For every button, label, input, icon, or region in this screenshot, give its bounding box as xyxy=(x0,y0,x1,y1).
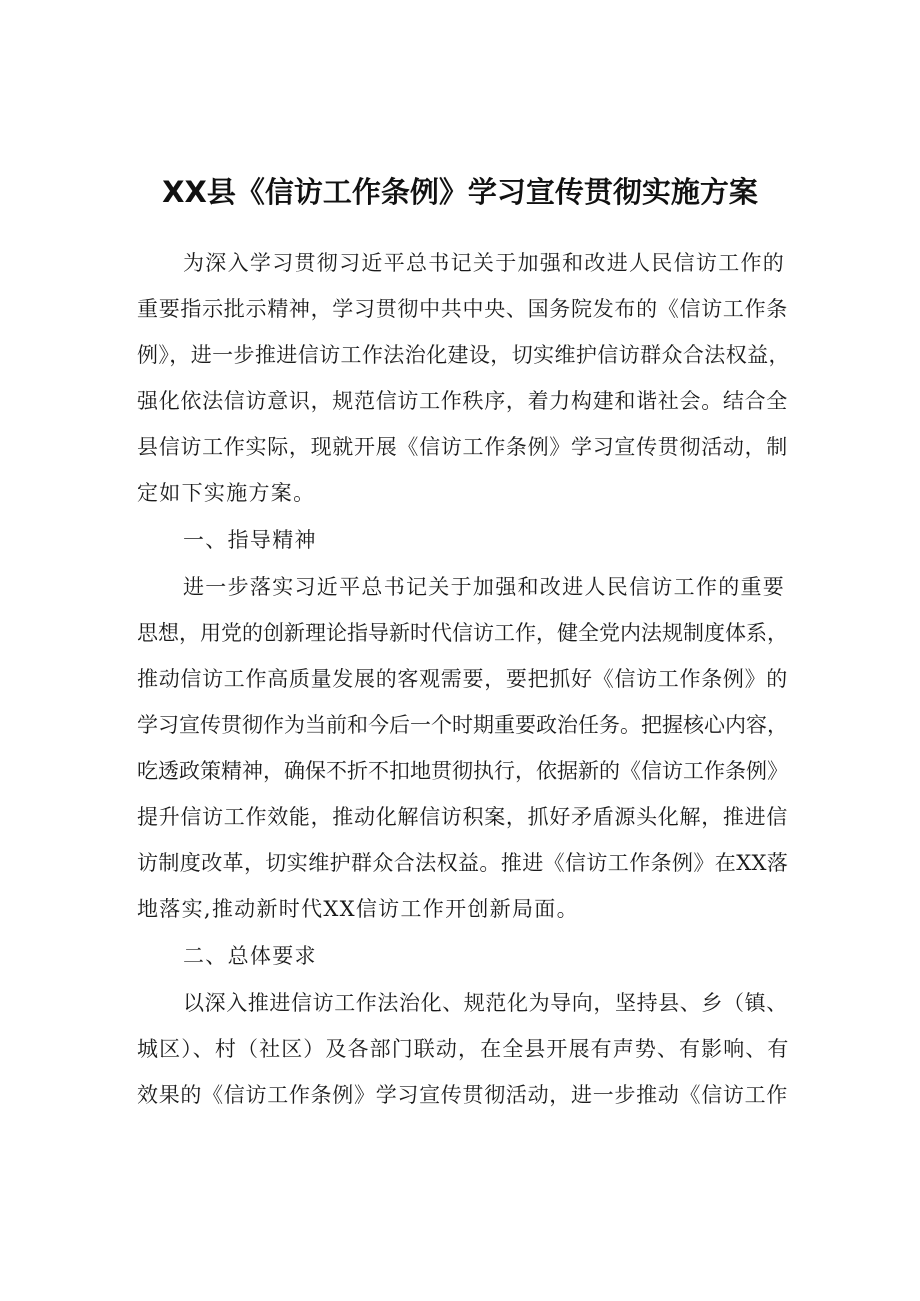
paragraph-line: 城区）、村（社区）及各部门联动，在全县开展有声势、有影响、有 xyxy=(137,1037,790,1061)
paragraph-line: 思想，用党的创新理论指导新时代信访工作，健全党内法规制度体系， xyxy=(137,621,788,645)
paragraph-line: 推动信访工作高质量发展的客观需要，要把抓好《信访工作条例》的 xyxy=(137,667,788,691)
paragraph-line: 重要指示批示精神，学习贯彻中共中央、国务院发布的《信访工作条 xyxy=(137,297,788,321)
paragraph-line: 学习宣传贯彻作为当前和今后一个时期重要政治任务。把握核心内容， xyxy=(137,713,788,737)
paragraph-line: 吃透政策精神，确保不折不扣地贯彻执行，依据新的《信访工作条例》 xyxy=(137,759,788,783)
document-title: XX县《信访工作条例》学习宣传贯彻实施方案 xyxy=(162,175,758,209)
section-heading: 二、总体要求 xyxy=(183,944,317,968)
paragraph-line: 访制度改革，切实维护群众合法权益。推进《信访工作条例》在XX落 xyxy=(137,851,789,875)
paragraph-line: 以深入推进信访工作法治化、规范化为导向，坚持县、乡（镇、 xyxy=(183,991,788,1015)
paragraph-line: 效果的《信访工作条例》学习宣传贯彻活动，进一步推动《信访工作 xyxy=(137,1083,788,1107)
paragraph-line: 强化依法信访意识，规范信访工作秩序，着力构建和谐社会。结合全 xyxy=(137,389,788,413)
paragraph-line: 提升信访工作效能，推动化解信访积案，抓好矛盾源头化解，推进信 xyxy=(137,805,788,829)
paragraph-line: 例》，进一步推进信访工作法治化建设，切实维护信访群众合法权益， xyxy=(137,343,790,367)
paragraph-line: 县信访工作实际，现就开展《信访工作条例》学习宣传贯彻活动，制 xyxy=(137,435,788,459)
paragraph-line: 定如下实施方案。 xyxy=(137,481,316,505)
paragraph-line: 为深入学习贯彻习近平总书记关于加强和改进人民信访工作的 xyxy=(183,251,786,275)
section-heading: 一、指导精神 xyxy=(183,528,317,552)
paragraph-line: 进一步落实习近平总书记关于加强和改进人民信访工作的重要 xyxy=(183,575,786,599)
paragraph-line: 地落实,推动新时代XX信访工作开创新局面。 xyxy=(137,897,579,921)
